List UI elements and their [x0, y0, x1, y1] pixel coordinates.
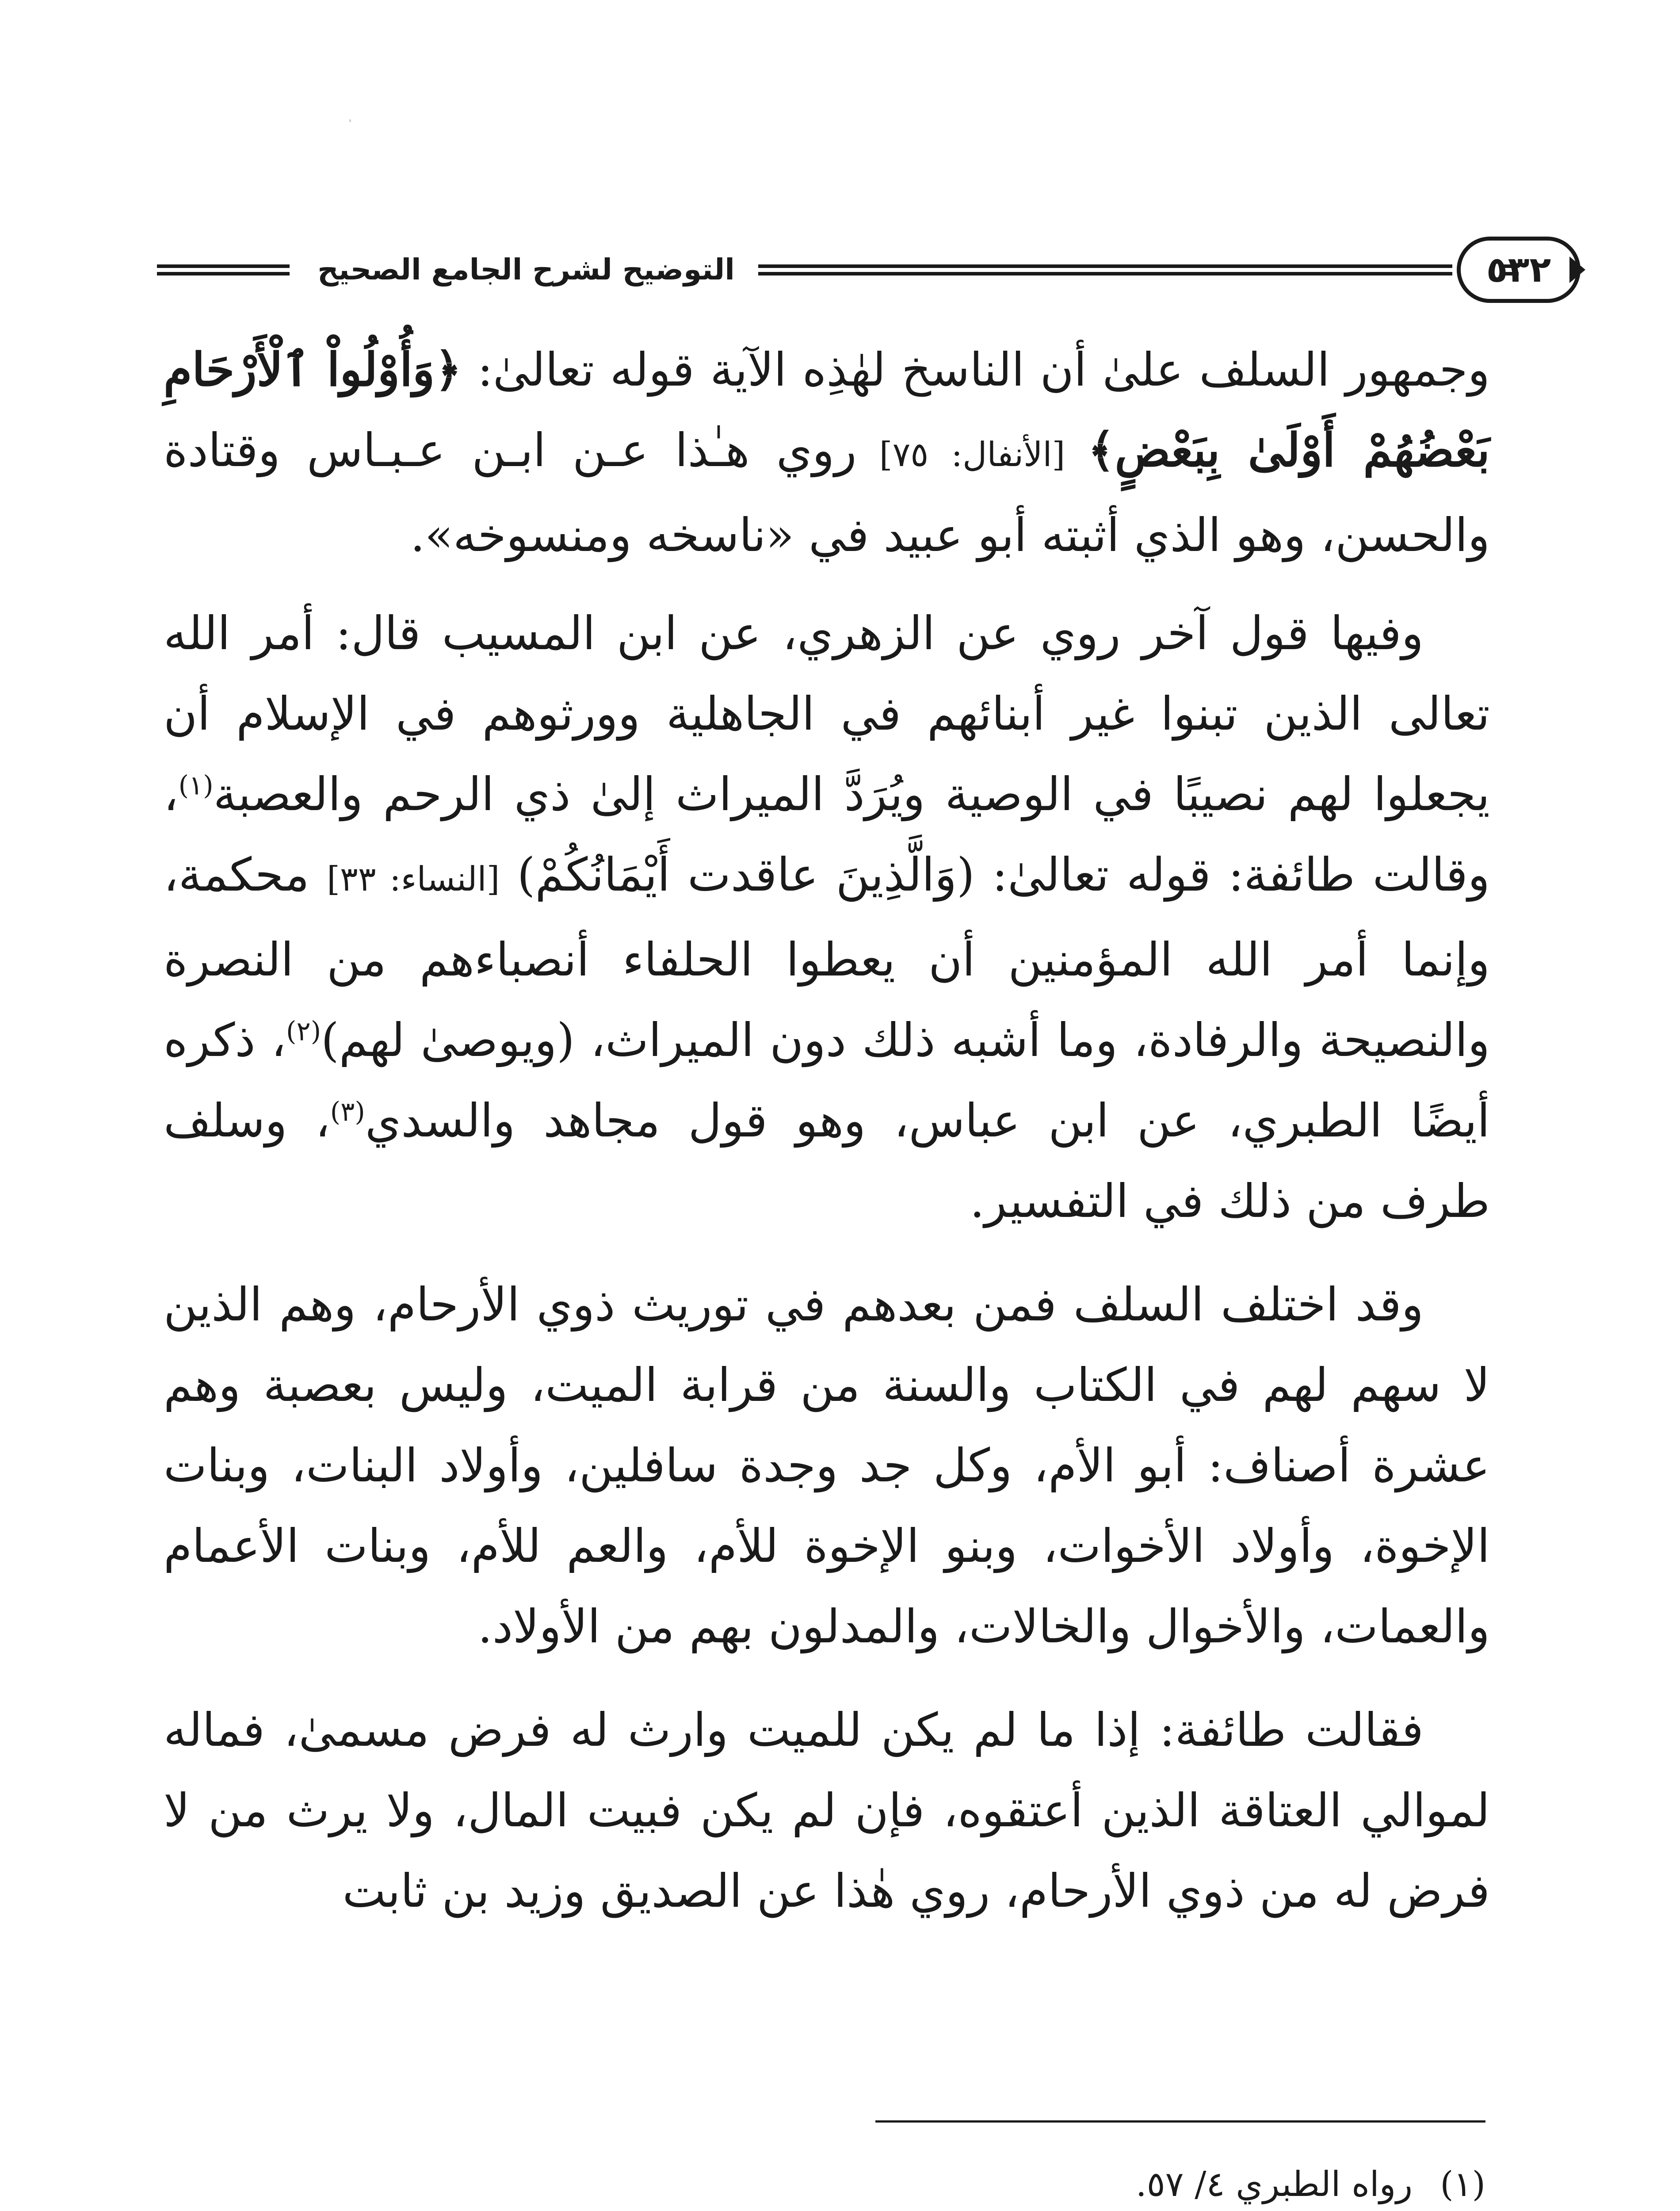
paragraph-1-text-a: وجمهور السلف علىٰ أن الناسخ لهٰذِه الآية قوله تعالىٰ: — [462, 343, 1490, 397]
page-number-ornament — [1569, 256, 1585, 283]
footnote-number: (١) — [1440, 2165, 1485, 2204]
header-rule-middle — [758, 264, 1452, 275]
verse-reference: [الأنفال: ٧٥] — [856, 435, 1088, 474]
footnote-marker-1: (١) — [178, 770, 214, 801]
header-rule-right — [1501, 264, 1519, 275]
quran-verse: ﴿وَأُوْلُواْ ٱلْأَرْحَامِ بَعْضُهُمْ أَوْلَىٰ بِبَعْضٍ﴾ — [164, 342, 1490, 477]
paragraph-2-text-c: محكمة، وإنما أمر الله المؤمنين أن يعطوا الحلفاء أنصباءهم من النصرة والنصيحة والرفادة، وما أشبه ذلك دون الميراث، (ويوصىٰ لهم) — [164, 848, 1490, 1067]
header-rule-left — [157, 264, 290, 275]
footnote-marker-2: (٢) — [286, 1016, 321, 1047]
footnote-1 — [663, 2154, 1485, 2211]
paragraph-2-text-e: ، وسلف طرف من ذلك في التفسير. — [164, 1094, 1490, 1228]
footnote-separator — [875, 2120, 1485, 2123]
paragraph-3: وقد اختلف السلف فمن بعدهم في توريث ذوي الأرحام، وهم الذين لا سهم لهم في الكتاب والسنة من قرابة الميت، وليس بعصبة وهم عشرة أصناف: أبو الأم، وكل جد وجدة سافلين، وأولاد البنات، وبنات الإخوة، وأولاد الأخوات، وبنو الإخوة للأم، والعم للأم، وبنات الأعمام والعمات، والأخوال والخالات، والمدلون بهم من الأولاد. — [164, 1278, 1490, 1653]
scan-speck — [349, 119, 351, 122]
footnote-text: رواه الطبري ٤/ ٥٧. — [1135, 2165, 1413, 2204]
paragraph-2 — [164, 593, 1490, 1241]
page-header — [157, 226, 1551, 314]
paragraph-2-text-b: ، وقالت طائفة: قوله تعالىٰ: (وَالَّذِينَ عاقدت أَيْمَانُكُمْ) — [164, 767, 1490, 902]
paragraph-1-text-b: روي هـٰذا عـن ابـن عـبـاس وقتادة والحسن، وهو الذي أثبته أبو عبيد في «ناسخه ومنسوخه». — [164, 423, 1490, 562]
footnote-marker-3: (٣) — [330, 1096, 365, 1128]
paragraph-2-text-d: ، ذكره أيضًا الطبري، عن ابن عباس، وهو قول مجاهد والسدي — [164, 1013, 1490, 1148]
running-title: التوضيح لشرح الجامع الصحيح — [317, 252, 735, 287]
paragraph-1 — [164, 329, 1490, 575]
verse-reference-2: [النساء: ٣٣] — [327, 859, 500, 899]
main-text — [164, 329, 1490, 1954]
page-number: ٥٣٢ — [1457, 237, 1581, 303]
footnotes — [663, 2154, 1485, 2211]
paragraph-2-text-a: وفيها قول آخر روي عن الزهري، عن ابن المسيب قال: أمر الله تعالى الذين تبنوا غير أبنائهم في الجاهلية وورثوهم في الإسلام أن يجعلوا لهم نصيبًا في الوصية ويُرَدَّ الميراث إلىٰ ذي الرحم والعصبة — [164, 606, 1490, 821]
paragraph-4: فقالت طائفة: إذا ما لم يكن للميت وارث له فرض مسمىٰ، فماله لموالي العتاقة الذين أعتقوه، فإن لم يكن فبيت المال، ولا يرث من لا فرض له من ذوي الأرحام، روي هٰذا عن الصديق وزيد بن ثابت — [164, 1703, 1490, 1918]
